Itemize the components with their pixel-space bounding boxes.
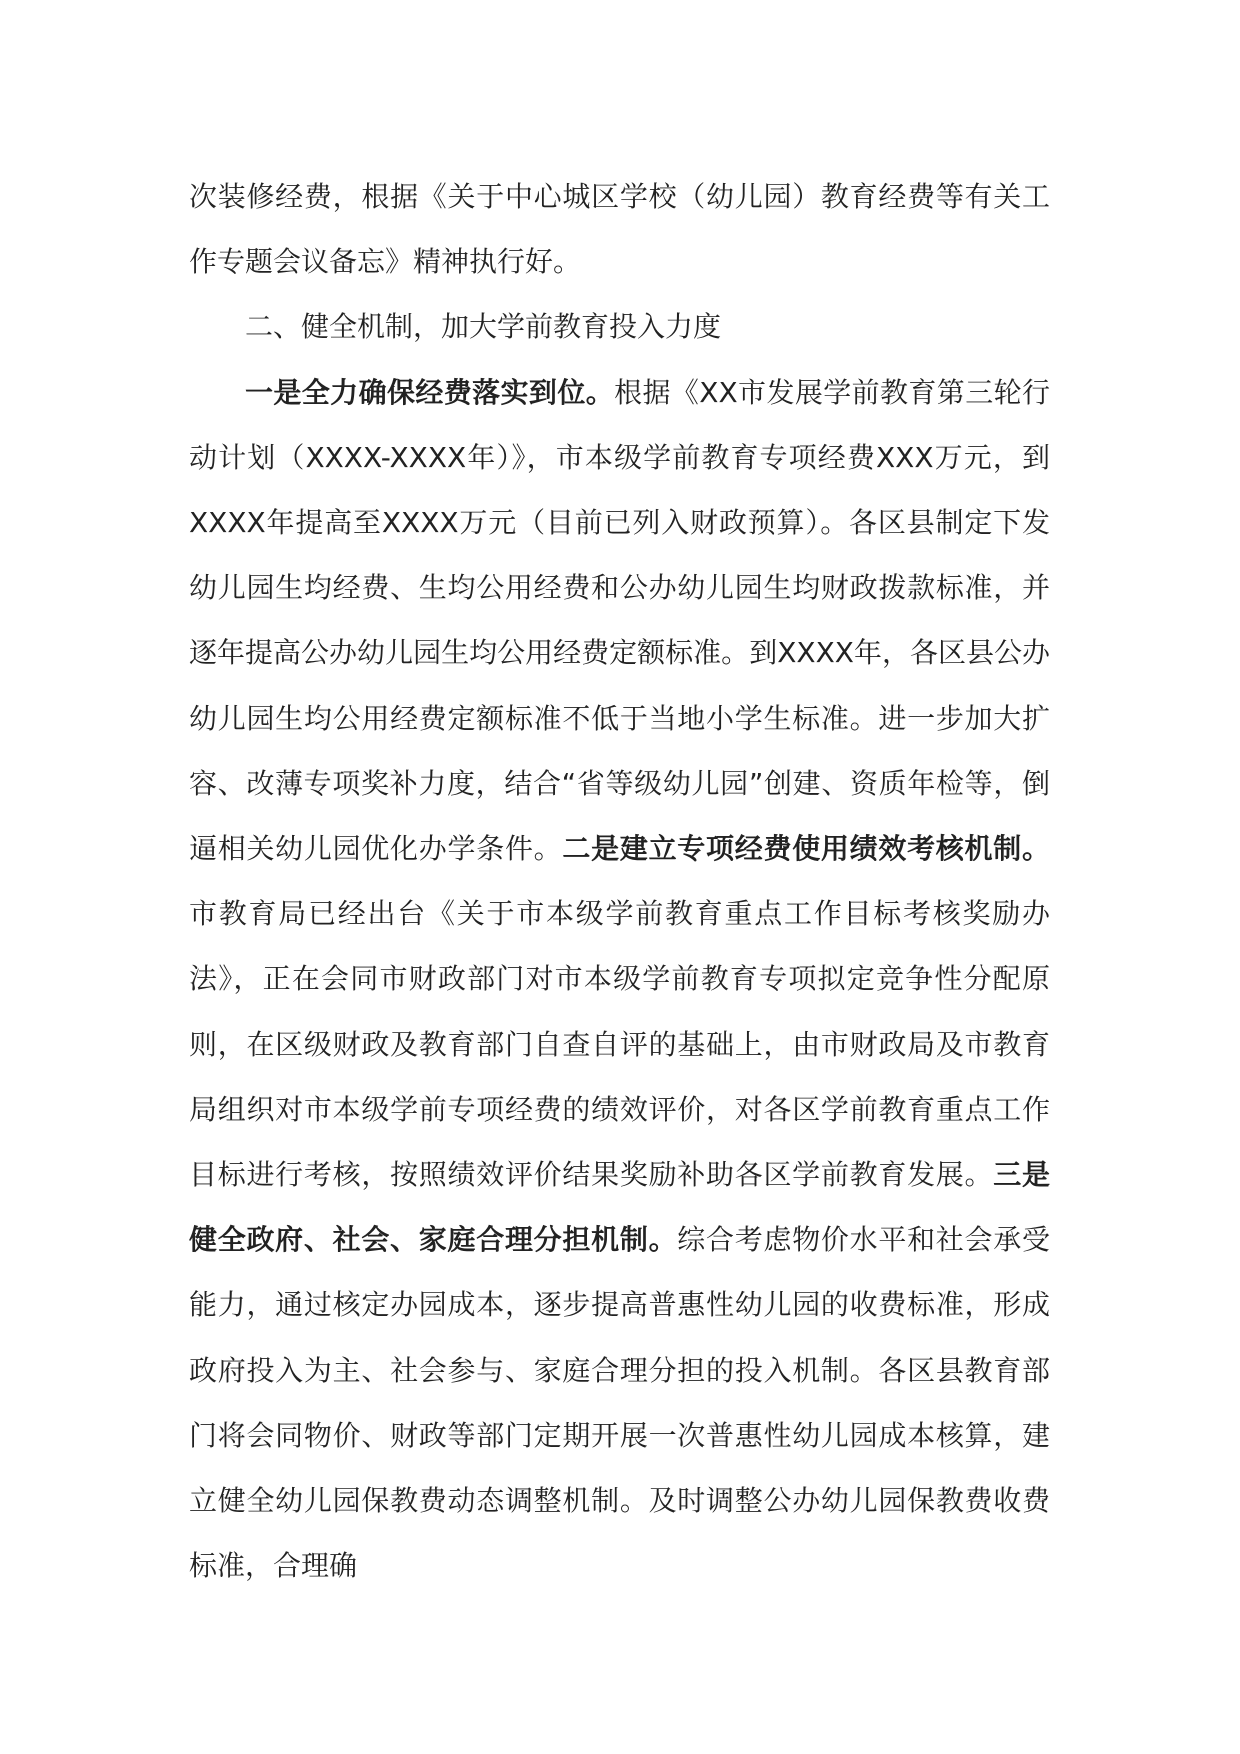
paragraph-continuation: 次装修经费，根据《关于中心城区学校（幼儿园）教育经费等有关工作专题会议备忘》精神执行好。 bbox=[189, 180, 1050, 279]
paragraph-funding bbox=[189, 360, 1050, 1599]
point-three-text: 综合考虑物价水平和社会承受能力，通过核定办园成本，逐步提高普惠性幼儿园的收费标准，形成政府投入为主、社会参与、家庭合理分担的投入机制。各区县教育部门将会同物价、财政等部门定期开展一次普惠性幼儿园成本核算，建立健全幼儿园保教费动态调整机制。及时调整公办幼儿园保教费收费标准，合理确 bbox=[189, 1223, 1050, 1583]
document-page bbox=[189, 164, 1050, 1598]
point-one-text: 根据《XX市发展学前教育第三轮行动计划（XXXX-XXXX年）》，市本级学前教育专项经费XXX万元，到XXXX年提高至XXXX万元（目前已列入财政预算）。各区县制定下发幼儿园生均经费、生均公用经费和公办幼儿园生均财政拨款标准，并逐年提高公办幼儿园生均公用经费定额标准。到XXXX年，各区县公办幼儿园生均公用经费定额标准不低于当地小学生标准。进一步加大扩容、改薄专项奖补力度，结合“省等级幼儿园”创建、资质年检等，倒逼相关幼儿园优化办学条件。 bbox=[189, 375, 1050, 866]
point-one-heading: 一是全力确保经费落实到位。 bbox=[245, 375, 615, 409]
point-three-heading: 三是健全政府、社会、家庭合理分担机制。 bbox=[189, 1158, 1050, 1257]
point-two-heading: 二是建立专项经费使用绩效考核机制。 bbox=[562, 832, 1050, 866]
point-two-text: 市教育局已经出台《关于市本级学前教育重点工作目标考核奖励办法》，正在会同市财政部门对市本级学前教育专项拟定竞争性分配原则，在区级财政及教育部门自查自评的基础上，由市财政局及市教育局组织对市本级学前专项经费的绩效评价，对各区学前教育重点工作目标进行考核，按照绩效评价结果奖励补助各区学前教育发展。 bbox=[189, 897, 1050, 1192]
section-heading: 二、健全机制，加大学前教育投入力度 bbox=[245, 310, 722, 344]
